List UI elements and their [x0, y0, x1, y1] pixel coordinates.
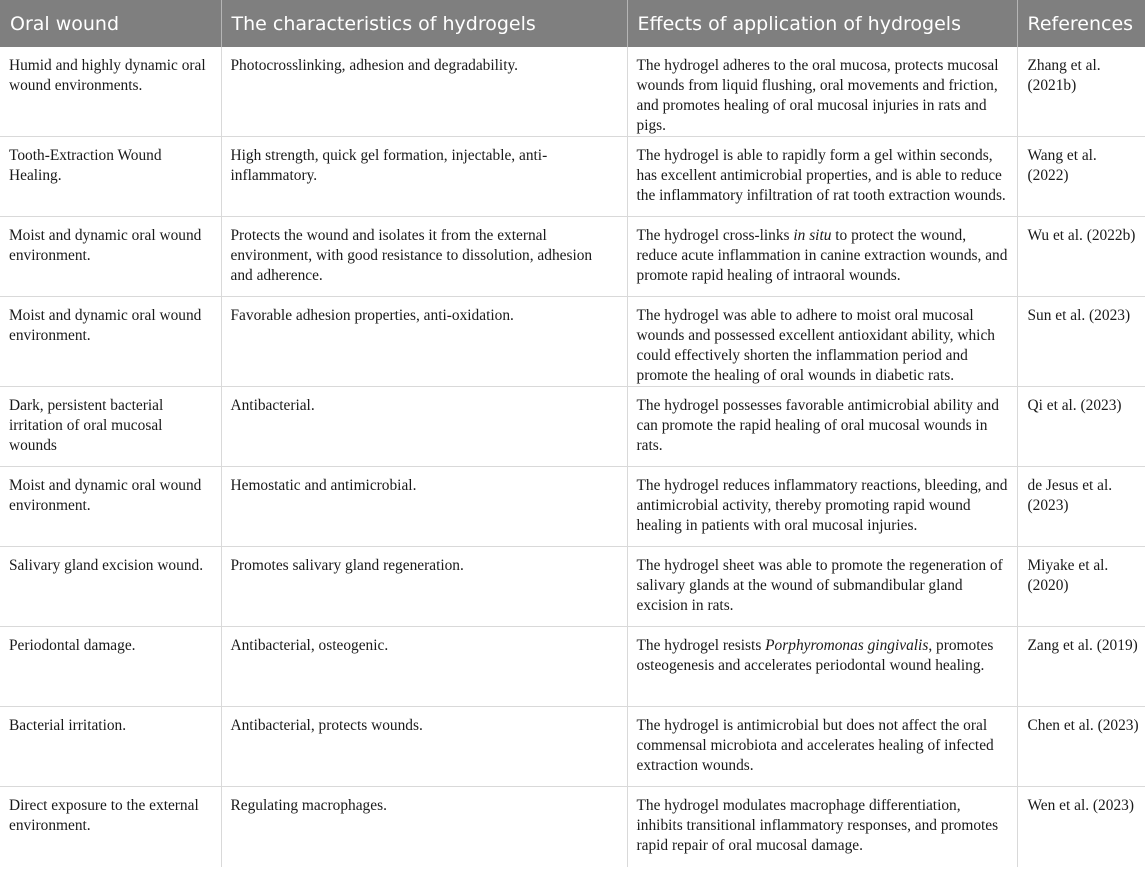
header-references: References [1017, 0, 1145, 47]
effects-text: The hydrogel modulates macrophage differentiation, inhibits transitional inflammatory responses, and promotes rapid repair of oral mucosal damage. [636, 797, 999, 854]
effects-text: , promotes osteogenesis and accelerates periodontal wound healing. [636, 637, 994, 674]
reference-cell: Zhang et al. (2021b) [1017, 47, 1145, 137]
characteristics-cell: Favorable adhesion properties, anti-oxidation. [221, 297, 627, 387]
reference-cell: Chen et al. (2023) [1017, 707, 1145, 787]
effects-text: The hydrogel resists [636, 637, 766, 654]
wound-cell: Moist and dynamic oral wound environment. [0, 467, 221, 547]
reference-cell: Wang et al. (2022) [1017, 137, 1145, 217]
characteristics-cell: Antibacterial, protects wounds. [221, 707, 627, 787]
characteristics-cell: Hemostatic and antimicrobial. [221, 467, 627, 547]
effects-text: The hydrogel cross-links [636, 227, 794, 244]
characteristics-cell: High strength, quick gel formation, injectable, anti-inflammatory. [221, 137, 627, 217]
characteristics-cell: Antibacterial, osteogenic. [221, 627, 627, 707]
effects-cell [627, 387, 1017, 467]
table-header [0, 0, 1145, 47]
table-row [0, 47, 1145, 137]
table-body [0, 47, 1145, 867]
effects-cell [627, 627, 1017, 707]
effects-text: The hydrogel reduces inflammatory reactions, bleeding, and antimicrobial activity, thereby promoting rapid wound healing in patients with oral mucosal injuries. [636, 477, 1008, 534]
wound-cell: Periodontal damage. [0, 627, 221, 707]
reference-cell: Qi et al. (2023) [1017, 387, 1145, 467]
effects-text: The hydrogel possesses favorable antimicrobial ability and can promote the rapid healing of oral mucosal wounds in rats. [636, 397, 999, 454]
wound-cell: Bacterial irritation. [0, 707, 221, 787]
effects-cell [627, 467, 1017, 547]
effects-text: The hydrogel sheet was able to promote the regeneration of salivary glands at the wound of submandibular gland excision in rats. [636, 557, 1003, 614]
effects-cell [627, 137, 1017, 217]
effects-cell [627, 547, 1017, 627]
characteristics-cell: Promotes salivary gland regeneration. [221, 547, 627, 627]
effects-text: The hydrogel adheres to the oral mucosa, protects mucosal wounds from liquid flushing, oral movements and friction, and promotes healing of oral mucosal injuries in rats and pigs. [636, 57, 999, 134]
wound-cell: Direct exposure to the external environment. [0, 787, 221, 867]
wound-cell: Tooth-Extraction Wound Healing. [0, 137, 221, 217]
table-row [0, 467, 1145, 547]
characteristics-cell: Regulating macrophages. [221, 787, 627, 867]
table-row [0, 387, 1145, 467]
header-effects: Effects of application of hydrogels [627, 0, 1017, 47]
effects-cell [627, 787, 1017, 867]
table-row [0, 627, 1145, 707]
effects-text: The hydrogel was able to adhere to moist oral mucosal wounds and possessed excellent antioxidant ability, which could effectively shorten the inflammation period and promote the healing of oral wounds in diabetic rats. [636, 307, 995, 384]
characteristics-cell: Protects the wound and isolates it from the external environment, with good resistance to dissolution, adhesion and adherence. [221, 217, 627, 297]
table-row [0, 547, 1145, 627]
reference-cell: Wen et al. (2023) [1027, 797, 1134, 814]
wound-cell: Moist and dynamic oral wound environment. [0, 217, 221, 297]
reference-cell: Zang et al. (2019) [1017, 627, 1145, 707]
characteristics-cell: Antibacterial. [221, 387, 627, 467]
wound-cell: Dark, persistent bacterial irritation of oral mucosal wounds [0, 387, 221, 467]
header-oral-wound: Oral wound [0, 0, 221, 47]
effects-cell [627, 707, 1017, 787]
table-row [0, 707, 1145, 787]
reference-cell: Sun et al. (2023) [1017, 297, 1145, 387]
effects-cell [627, 217, 1017, 297]
reference-cell: Miyake et al. (2020) [1017, 547, 1145, 627]
effects-text: The hydrogel is able to rapidly form a gel within seconds, has excellent antimicrobial properties, and is able to reduce the inflammatory infiltration of rat tooth extraction wounds. [636, 147, 1006, 204]
effects-text: The hydrogel is antimicrobial but does not affect the oral commensal microbiota and accelerates healing of infected extraction wounds. [636, 717, 994, 774]
table-row [0, 297, 1145, 387]
reference-cell: Wu et al. (2022b) [1017, 217, 1145, 297]
italic-term: in situ [793, 227, 832, 244]
wound-cell: Salivary gland excision wound. [0, 547, 221, 627]
characteristics-cell: Photocrosslinking, adhesion and degradability. [221, 47, 627, 137]
header-row [0, 0, 1145, 47]
reference-cell: de Jesus et al. (2023) [1017, 467, 1145, 547]
wound-cell: Moist and dynamic oral wound environment. [0, 297, 221, 387]
italic-term: Porphyromonas gingivalis [765, 637, 929, 654]
table-row [0, 787, 1145, 867]
wound-cell: Humid and highly dynamic oral wound environments. [0, 47, 221, 137]
effects-cell [627, 47, 1017, 137]
table-row [0, 217, 1145, 297]
header-characteristics: The characteristics of hydrogels [221, 0, 627, 47]
effects-text: to protect the wound, reduce acute inflammation in canine extraction wounds, and promote rapid healing of intraoral wounds. [636, 227, 1008, 284]
table-row [0, 137, 1145, 217]
effects-cell [627, 297, 1017, 387]
